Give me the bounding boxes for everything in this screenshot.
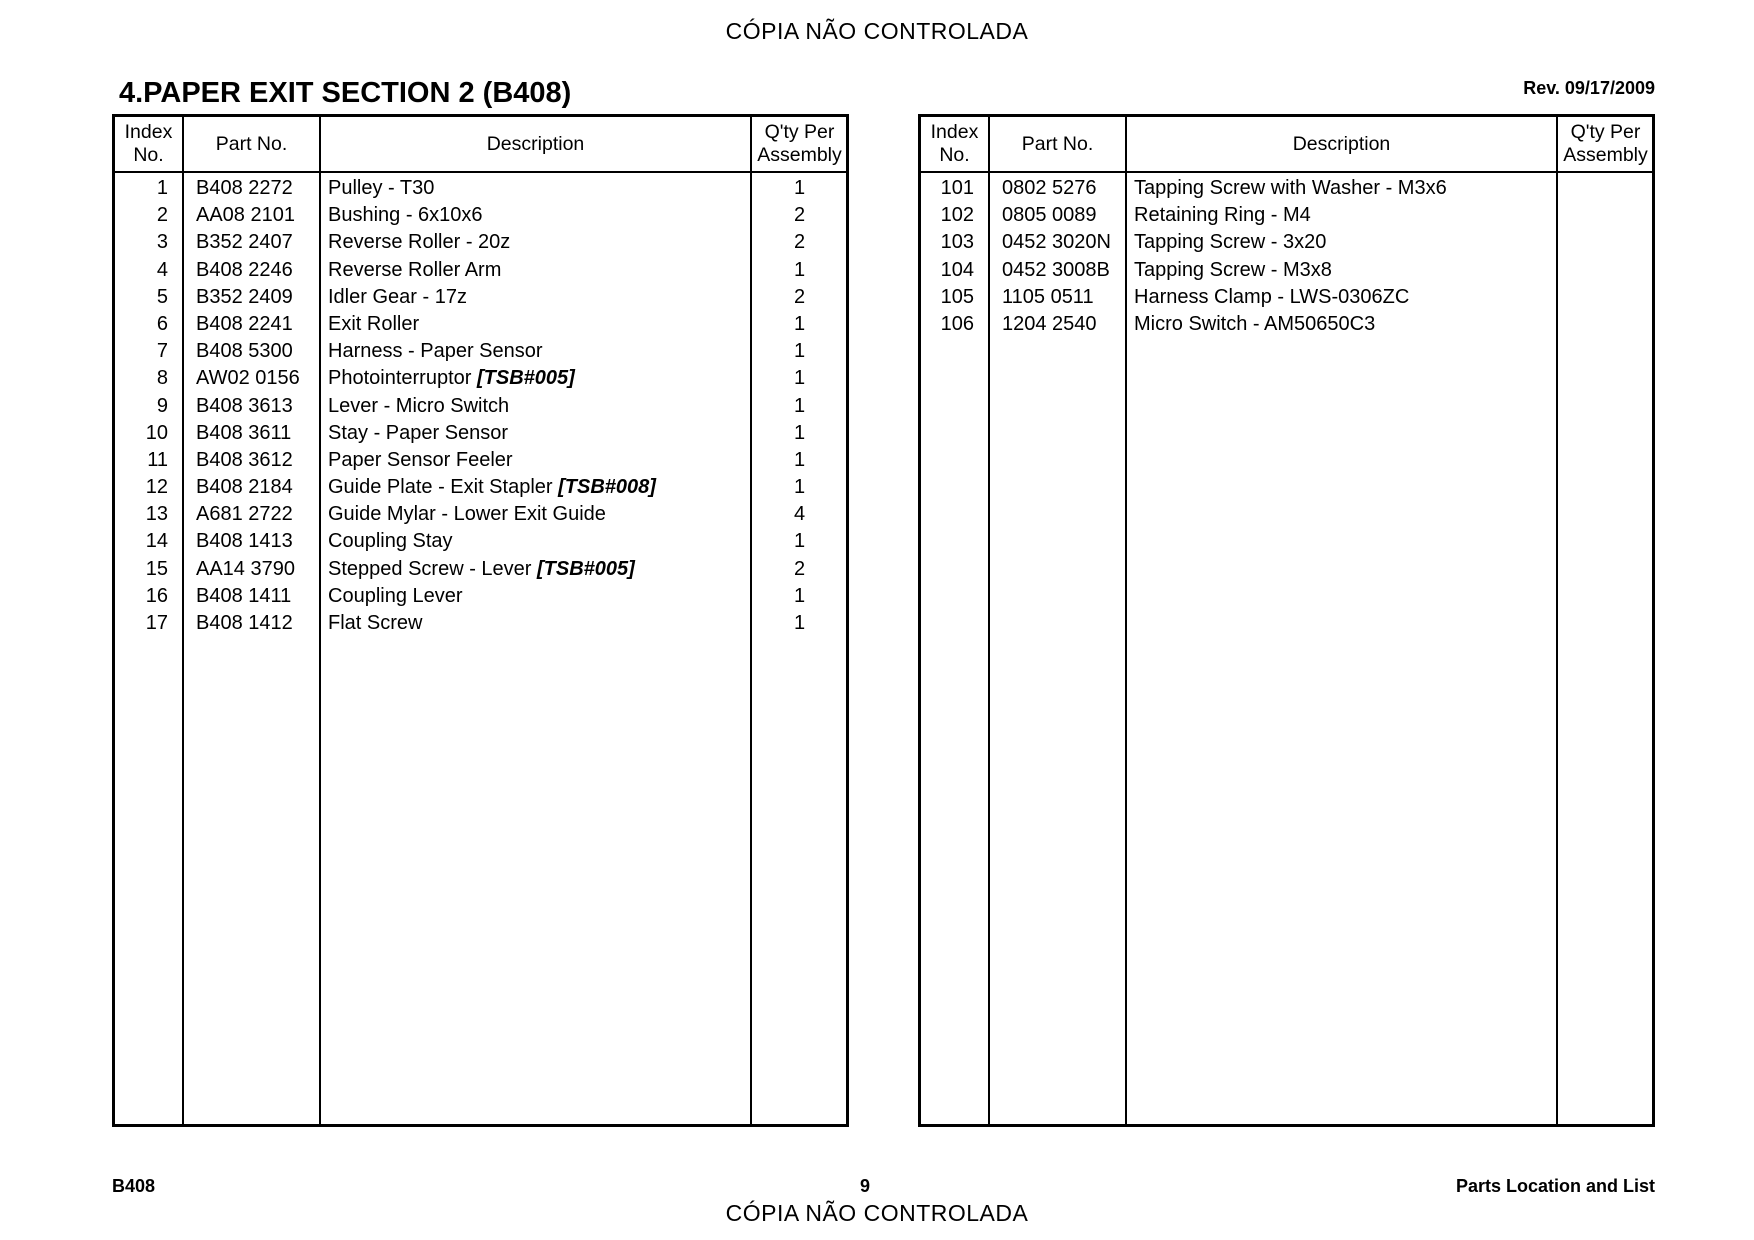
table-row bbox=[115, 501, 846, 528]
part-no-cell: B408 3611 bbox=[196, 421, 292, 444]
index-cell: 11 bbox=[147, 448, 168, 471]
part-no-cell: 0452 3008B bbox=[1002, 258, 1110, 281]
description-text: Coupling Stay bbox=[328, 530, 453, 553]
table-row bbox=[115, 610, 846, 637]
index-cell: 2 bbox=[156, 204, 168, 227]
qty-cell: 1 bbox=[793, 258, 806, 281]
header-description: Description bbox=[486, 132, 585, 155]
description-cell bbox=[328, 528, 748, 555]
part-no-cell: AA08 2101 bbox=[196, 204, 295, 227]
description-cell bbox=[328, 420, 748, 447]
part-no-cell: AA14 3790 bbox=[196, 557, 295, 580]
description-text: Harness Clamp - LWS-0306ZC bbox=[1134, 285, 1410, 308]
part-no-cell: B408 2241 bbox=[196, 312, 293, 335]
index-cell: 12 bbox=[145, 476, 168, 499]
description-text: Stepped Screw - Lever bbox=[328, 557, 537, 580]
table-row bbox=[921, 284, 1652, 311]
description-text: Lever - Micro Switch bbox=[328, 394, 510, 417]
qty-cell: 1 bbox=[793, 312, 806, 335]
description-cell bbox=[328, 474, 748, 501]
qty-cell: 2 bbox=[793, 231, 806, 254]
qty-cell: 1 bbox=[793, 584, 806, 607]
index-cell: 4 bbox=[156, 258, 168, 281]
table-row bbox=[115, 556, 846, 583]
qty-cell: 1 bbox=[793, 340, 806, 363]
description-cell bbox=[328, 556, 748, 583]
description-text: Pulley - T30 bbox=[328, 177, 435, 199]
part-no-cell: A681 2722 bbox=[196, 503, 293, 526]
qty-cell: 2 bbox=[793, 557, 806, 580]
description-cell bbox=[328, 229, 748, 256]
section-title: 4.PAPER EXIT SECTION 2 (B408) bbox=[119, 77, 572, 109]
description-text: Paper Sensor Feeler bbox=[328, 448, 513, 471]
header-qty: Q'ty Per Assembly bbox=[1563, 121, 1648, 166]
description-text: Tapping Screw - M3x8 bbox=[1134, 258, 1332, 281]
part-no-cell: B408 5300 bbox=[196, 340, 293, 363]
description-text: Tapping Screw with Washer - M3x6 bbox=[1134, 177, 1447, 199]
parts-table-left bbox=[112, 114, 849, 1127]
description-cell bbox=[1134, 229, 1554, 256]
index-cell: 17 bbox=[145, 612, 168, 634]
qty-cell: 1 bbox=[793, 612, 806, 634]
description-cell bbox=[328, 365, 748, 392]
part-no-cell: 0805 0089 bbox=[1002, 204, 1097, 227]
description-cell bbox=[1134, 202, 1554, 229]
table-row bbox=[115, 528, 846, 555]
qty-cell: 1 bbox=[793, 367, 806, 390]
table-row bbox=[115, 284, 846, 311]
qty-cell: 1 bbox=[793, 421, 806, 444]
qty-cell bbox=[1558, 284, 1653, 311]
part-no-cell: B352 2409 bbox=[196, 285, 293, 308]
part-no-cell: B408 3613 bbox=[196, 394, 293, 417]
part-no-cell: B408 2184 bbox=[196, 476, 293, 499]
description-cell bbox=[328, 610, 748, 637]
index-cell: 101 bbox=[940, 177, 974, 199]
index-cell: 15 bbox=[145, 557, 168, 580]
index-cell: 5 bbox=[156, 285, 168, 308]
index-cell: 3 bbox=[156, 231, 168, 254]
description-text: Idler Gear - 17z bbox=[328, 285, 467, 308]
part-no-cell: B408 2272 bbox=[196, 177, 293, 199]
description-cell bbox=[328, 501, 748, 528]
part-no-cell: B352 2407 bbox=[196, 231, 293, 254]
description-text: Retaining Ring - M4 bbox=[1134, 204, 1311, 227]
description-cell bbox=[1134, 284, 1554, 311]
index-cell: 16 bbox=[145, 584, 168, 607]
table-row bbox=[115, 447, 846, 474]
index-cell: 105 bbox=[940, 285, 974, 308]
index-cell: 102 bbox=[940, 204, 974, 227]
header-part-no: Part No. bbox=[215, 132, 288, 155]
index-cell: 6 bbox=[156, 312, 168, 335]
description-cell bbox=[328, 284, 748, 311]
index-cell: 1 bbox=[156, 177, 168, 199]
footer-page-number: 9 bbox=[859, 1176, 870, 1196]
parts-rows-left bbox=[115, 175, 846, 637]
footer-section: Parts Location and List bbox=[1455, 1176, 1655, 1196]
description-text: Photointerruptor bbox=[328, 367, 477, 390]
table-row bbox=[921, 175, 1652, 202]
description-cell bbox=[1134, 175, 1554, 202]
description-text: Stay - Paper Sensor bbox=[328, 421, 509, 444]
revision-date: Rev. 09/17/2009 bbox=[1523, 78, 1655, 98]
watermark-bottom: CÓPIA NÃO CONTROLADA bbox=[725, 1200, 1029, 1226]
qty-cell: 2 bbox=[793, 285, 806, 308]
qty-cell: 1 bbox=[793, 394, 806, 417]
description-cell bbox=[1134, 257, 1554, 284]
parts-rows-right bbox=[921, 175, 1652, 338]
part-no-cell: 0452 3020N bbox=[1002, 231, 1111, 254]
table-row bbox=[921, 229, 1652, 256]
table-row bbox=[115, 583, 846, 610]
index-cell: 103 bbox=[940, 231, 974, 254]
parts-table-right bbox=[918, 114, 1655, 1127]
description-text: Exit Roller bbox=[328, 312, 420, 335]
description-cell bbox=[328, 202, 748, 229]
description-cell bbox=[328, 447, 748, 474]
qty-cell: 4 bbox=[793, 503, 806, 526]
qty-cell bbox=[1558, 257, 1653, 284]
description-cell bbox=[328, 393, 748, 420]
header-qty: Q'ty Per Assembly bbox=[757, 121, 842, 166]
qty-cell: 1 bbox=[793, 530, 806, 553]
table-row bbox=[115, 202, 846, 229]
description-text: Bushing - 6x10x6 bbox=[328, 204, 483, 227]
table-row bbox=[115, 365, 846, 392]
header-description: Description bbox=[1292, 132, 1391, 155]
table-row bbox=[921, 257, 1652, 284]
header-index: Index No. bbox=[124, 121, 173, 166]
description-text: Reverse Roller Arm bbox=[328, 258, 502, 281]
description-cell bbox=[1134, 311, 1554, 338]
description-text: Harness - Paper Sensor bbox=[328, 340, 543, 363]
tsb-reference: [TSB#008] bbox=[558, 476, 656, 499]
qty-cell: 1 bbox=[793, 476, 806, 499]
table-row bbox=[115, 420, 846, 447]
description-text: Guide Plate - Exit Stapler bbox=[328, 476, 559, 499]
qty-cell: 1 bbox=[793, 448, 806, 471]
index-cell: 106 bbox=[940, 312, 974, 335]
description-text: Flat Screw bbox=[328, 612, 423, 634]
table-row bbox=[115, 338, 846, 365]
part-no-cell: 1204 2540 bbox=[1002, 312, 1097, 335]
footer-model: B408 bbox=[112, 1176, 156, 1196]
table-row bbox=[115, 257, 846, 284]
part-no-cell: 1105 0511 bbox=[1002, 285, 1094, 308]
description-text: Coupling Lever bbox=[328, 584, 463, 607]
description-text: Guide Mylar - Lower Exit Guide bbox=[328, 503, 606, 526]
description-cell bbox=[328, 175, 748, 202]
qty-cell: 2 bbox=[793, 204, 806, 227]
tsb-reference: [TSB#005] bbox=[476, 367, 575, 390]
table-row bbox=[115, 175, 846, 202]
qty-cell bbox=[1558, 229, 1653, 256]
qty-cell: 1 bbox=[793, 177, 806, 199]
table-row bbox=[115, 311, 846, 338]
qty-cell bbox=[1558, 175, 1653, 202]
table-row bbox=[921, 202, 1652, 229]
index-cell: 13 bbox=[145, 503, 168, 526]
part-no-cell: B408 1413 bbox=[196, 530, 293, 553]
index-cell: 10 bbox=[145, 421, 168, 444]
index-cell: 9 bbox=[156, 394, 168, 417]
index-cell: 8 bbox=[156, 367, 168, 390]
index-cell: 104 bbox=[940, 258, 974, 281]
table-row bbox=[115, 393, 846, 420]
part-no-cell: B408 2246 bbox=[196, 258, 293, 281]
description-text: Micro Switch - AM50650C3 bbox=[1134, 312, 1376, 335]
table-row bbox=[921, 311, 1652, 338]
watermark-top: CÓPIA NÃO CONTROLADA bbox=[725, 18, 1029, 44]
description-text: Tapping Screw - 3x20 bbox=[1134, 231, 1327, 254]
index-cell: 7 bbox=[156, 340, 168, 363]
description-cell bbox=[328, 257, 748, 284]
part-no-cell: B408 1411 bbox=[196, 584, 292, 607]
header-part-no: Part No. bbox=[1021, 132, 1094, 155]
part-no-cell: B408 3612 bbox=[196, 448, 293, 471]
description-text: Reverse Roller - 20z bbox=[328, 231, 511, 254]
part-no-cell: AW02 0156 bbox=[196, 367, 300, 390]
part-no-cell: B408 1412 bbox=[196, 612, 293, 634]
table-row bbox=[115, 474, 846, 501]
part-no-cell: 0802 5276 bbox=[1002, 177, 1097, 199]
header-index: Index No. bbox=[930, 121, 979, 166]
tsb-reference: [TSB#005] bbox=[537, 557, 635, 580]
description-cell bbox=[328, 338, 748, 365]
table-row bbox=[115, 229, 846, 256]
qty-cell bbox=[1558, 202, 1653, 229]
qty-cell bbox=[1558, 311, 1653, 338]
index-cell: 14 bbox=[145, 530, 168, 553]
description-cell bbox=[328, 311, 748, 338]
description-cell bbox=[328, 583, 748, 610]
